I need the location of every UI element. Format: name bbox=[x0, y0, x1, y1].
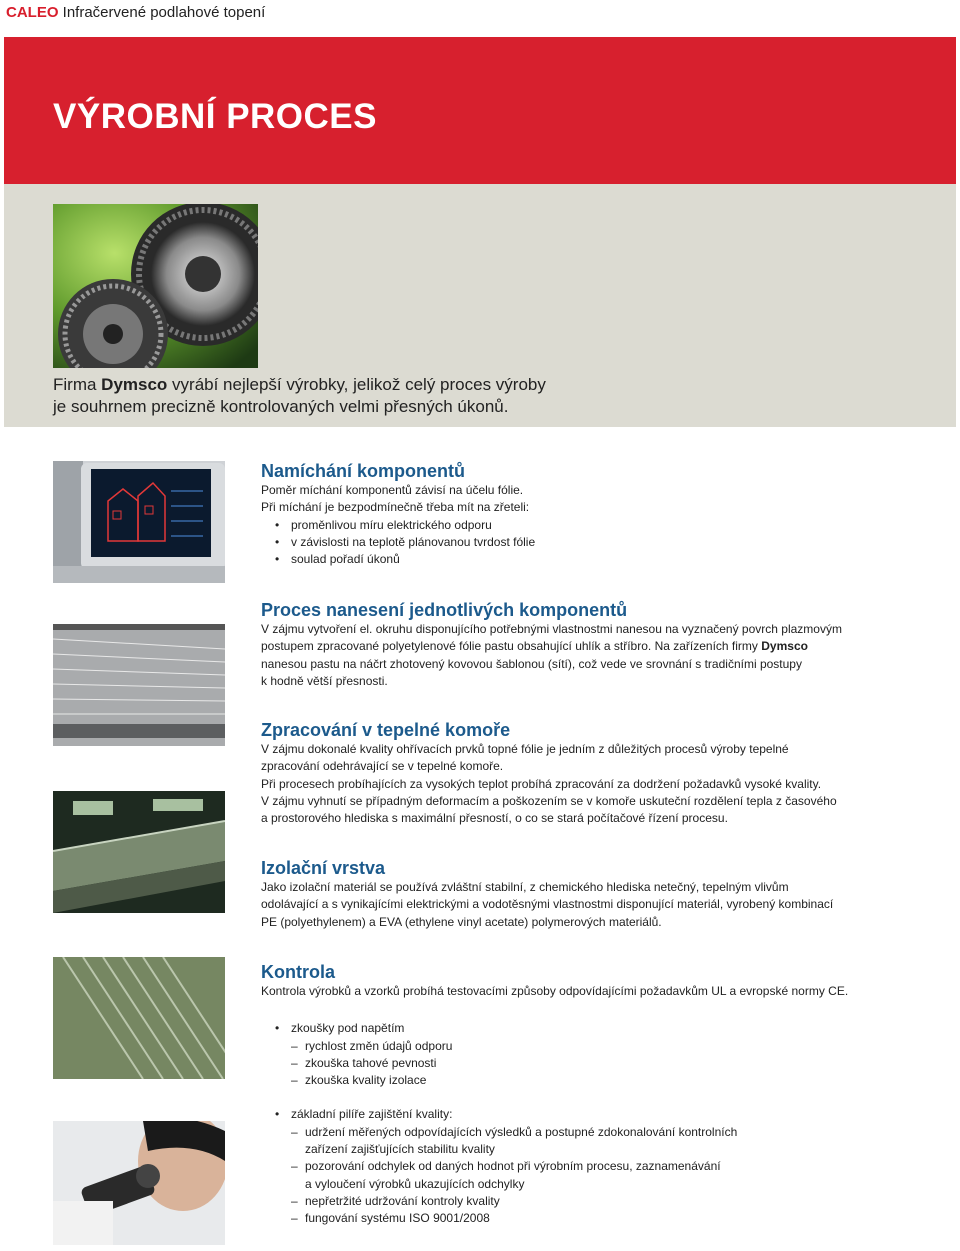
company-name: Dymsco bbox=[761, 639, 808, 654]
control-group-quality bbox=[261, 1106, 941, 1123]
list-item: • proměnlivou míru elektrického odporu bbox=[261, 517, 901, 534]
microscope-photo bbox=[53, 1121, 225, 1245]
insulation-foil-photo bbox=[53, 957, 225, 1079]
control-group-voltage bbox=[261, 1020, 941, 1037]
list-item: – pozorování odchylek od daných hodnot při výrobním procesu, zaznamenávání a vyloučení výrobků ukazujících odchylky bbox=[261, 1158, 941, 1193]
list-item: • soulad pořadí úkonů bbox=[261, 551, 901, 568]
list-item: – zkouška kvality izolace bbox=[261, 1072, 941, 1089]
list-item: • v závislosti na teplotě plánovanou tvrdost fólie bbox=[261, 534, 901, 551]
cad-monitor-photo bbox=[53, 461, 225, 583]
insulation-line-1: Jako izolační materiál se používá zvláštní stabilní, z chemického hlediska netečný, tepelným vlivům bbox=[261, 880, 789, 894]
page-header bbox=[6, 4, 265, 21]
quality-pillars-list bbox=[261, 1124, 941, 1228]
application-line-3: nanesou pastu na náčrt zhotovený kovovou šablonou (sítí), což vede ve srovnání s tradičními postupy bbox=[261, 656, 802, 671]
mixing-bullet-list bbox=[261, 517, 901, 569]
list-item: • základní pilíře zajištění kvality: bbox=[261, 1106, 941, 1123]
section-control bbox=[261, 961, 941, 1228]
heading-application: Proces nanesení jednotlivých komponentů bbox=[261, 600, 628, 620]
section-mixing bbox=[261, 460, 901, 568]
header-subtitle: Infračervené podlahové topení bbox=[62, 4, 266, 21]
mixing-text-2: Při míchání je bezpodmínečně třeba mít na zřeteli: bbox=[261, 500, 530, 515]
application-line-4: k hodně větší přesnosti. bbox=[261, 673, 388, 688]
chamber-line-1: V zájmu dokonalé kvality ohřívacích prvků topné fólie je jedním z důležitých procesů výroby tepelné bbox=[261, 742, 789, 756]
heading-chamber: Zpracování v tepelné komoře bbox=[261, 720, 511, 740]
list-item: – udržení měřených odpovídajících výsledků a postupné zdokonalování kontrolních zařízení zajišťujících stabilitu kvality bbox=[261, 1124, 941, 1159]
heat-chamber-photo bbox=[53, 791, 225, 913]
intro-text bbox=[53, 374, 546, 418]
intro-line-2: je souhrnem precizně kontrolovaných velmi přesných úkonů. bbox=[53, 397, 509, 416]
list-item: – rychlost změn údajů odporu bbox=[261, 1038, 941, 1055]
list-item: • zkoušky pod napětím bbox=[261, 1020, 941, 1037]
control-line-1: Kontrola výrobků a vzorků probíhá testovacími způsoby odpovídajícími požadavkům UL a evropské normy CE. bbox=[261, 984, 849, 998]
application-line-2: postupem zpracované polyetylenové fólie pastu obsahující uhlík a stříbro. Na zařízeních firmy Dymsco bbox=[261, 639, 808, 654]
title-band bbox=[4, 37, 956, 184]
section-insulation bbox=[261, 857, 901, 931]
chamber-line-4: V zájmu vyhnutí se případným deformacím a poškozením se v komoře uskuteční rozdělení tepla z časového bbox=[261, 793, 837, 808]
company-name: Dymsco bbox=[101, 375, 168, 394]
heading-insulation: Izolační vrstva bbox=[261, 858, 386, 878]
foil-roll-photo bbox=[53, 624, 225, 746]
insulation-line-3: PE (polyethylenem) a EVA (ethylene vinyl acetate) polymerových materiálů. bbox=[261, 914, 662, 929]
page-title: VÝROBNÍ PROCES bbox=[53, 97, 377, 136]
list-item: – zkouška tahové pevnosti bbox=[261, 1055, 941, 1072]
section-application bbox=[261, 599, 901, 690]
intro-line-1: Firma Dymsco vyrábí nejlepší výrobky, jelikož celý proces výroby bbox=[53, 375, 546, 394]
voltage-tests-list bbox=[261, 1038, 941, 1090]
chamber-line-5: a prostorového hlediska s maximální přesností, o co se stará počítačové řízení procesu. bbox=[261, 811, 728, 826]
chamber-line-3: Při procesech probíhajících za vysokých teplot probíhá zpracování za dodržení požadavků vysoké kvality. bbox=[261, 776, 822, 791]
section-chamber bbox=[261, 719, 901, 827]
application-line-1: V zájmu vytvoření el. okruhu disponujícího potřebnými vlastnostmi nanesou na vyznačený povrch plazmovým bbox=[261, 622, 842, 636]
heading-mixing: Namíchání komponentů bbox=[261, 461, 466, 481]
brand-name: CALEO bbox=[6, 4, 59, 21]
chamber-line-2: zpracování odehrávající se v tepelné komoře. bbox=[261, 759, 504, 774]
list-item: – fungování systému ISO 9001/2008 bbox=[261, 1210, 941, 1227]
list-item: – nepřetržité udržování kontroly kvality bbox=[261, 1193, 941, 1210]
insulation-line-2: odolávající a s vynikajícími elektrickými a vodotěsnými vlastnostmi disponující materiál, vyrobený kombinací bbox=[261, 897, 834, 912]
intro-band bbox=[4, 184, 956, 427]
gears-photo bbox=[53, 204, 258, 368]
heading-control: Kontrola bbox=[261, 962, 335, 982]
mixing-text-1: Poměr míchání komponentů závisí na účelu fólie. bbox=[261, 483, 524, 497]
